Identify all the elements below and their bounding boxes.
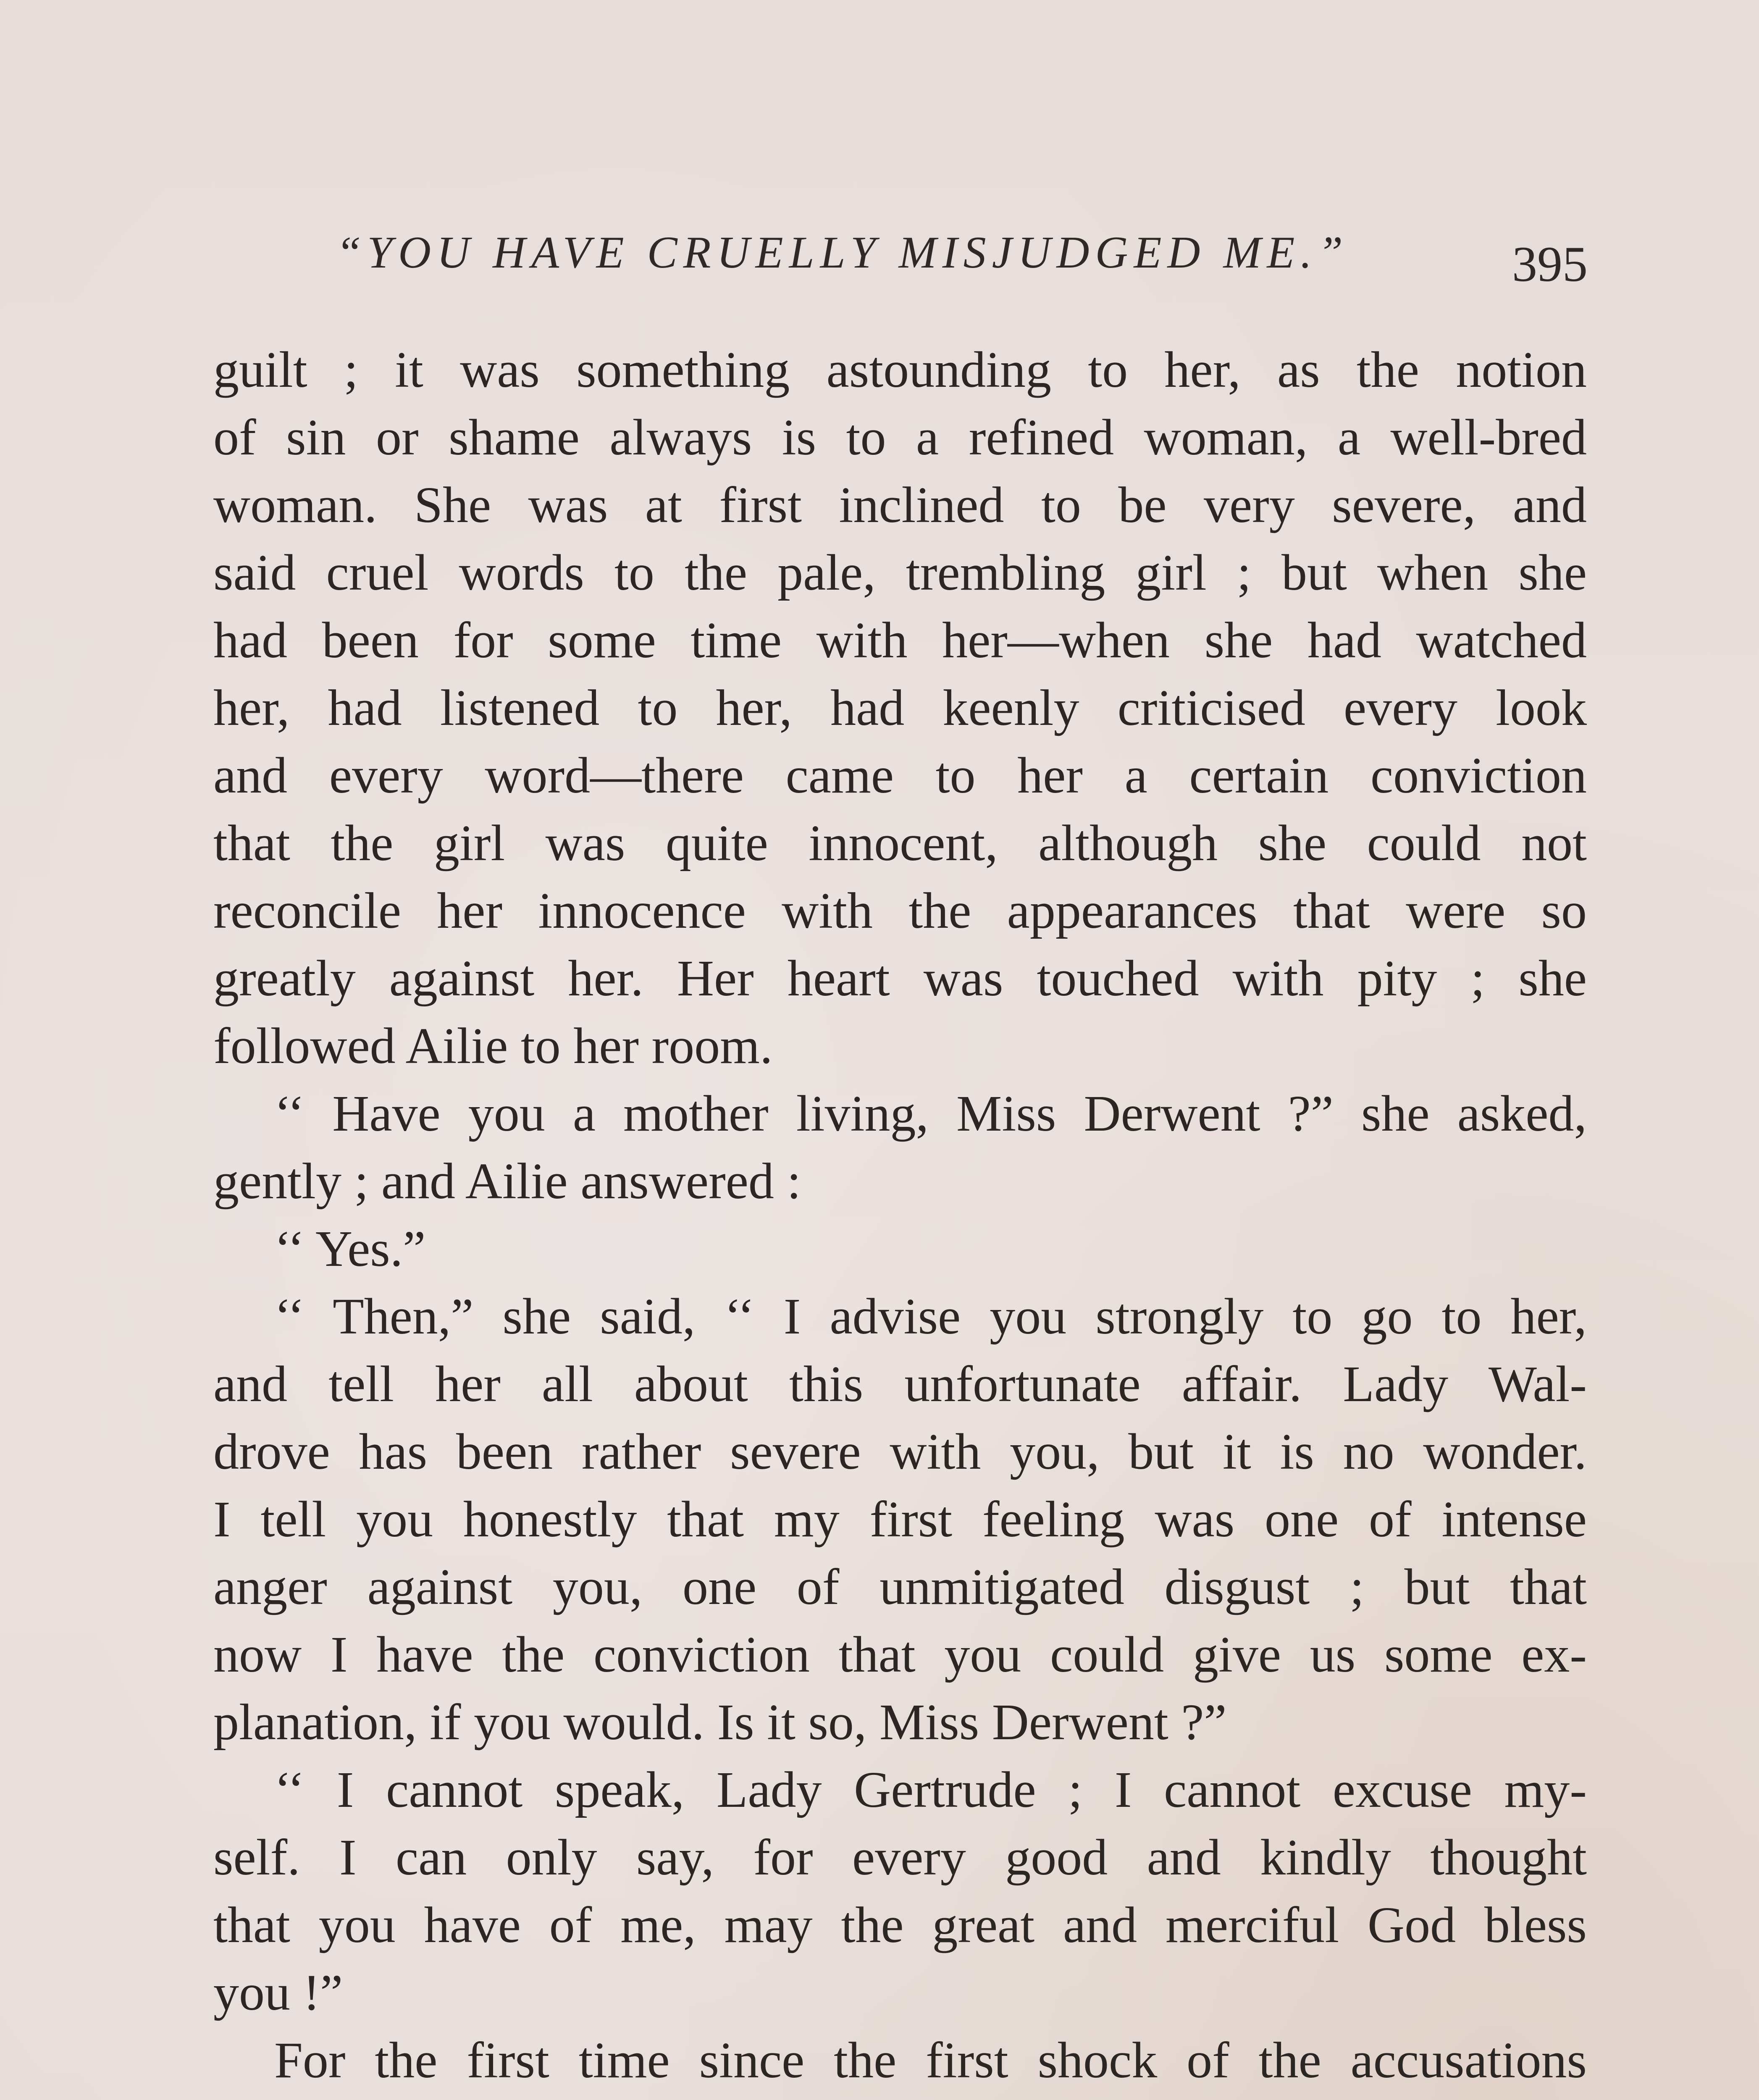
text-line: and every word—there came to her a certain conviction <box>213 747 1587 804</box>
text-line: of sin or shame always is to a refined woman, a well-bred <box>213 409 1587 466</box>
text-line: drove has been rather severe with you, but it is no wonder. <box>213 1423 1587 1480</box>
text-line: guilt ; it was something astounding to her, as the notion <box>213 341 1587 398</box>
text-line: followed Ailie to her room. <box>213 1018 773 1074</box>
text-line: her, had listened to her, had keenly criticised every look <box>213 680 1587 736</box>
text-line: gently ; and Ailie answered : <box>213 1153 801 1210</box>
text-line: ‘‘ Then,” she said, ‘‘ I advise you strongly to go to her, <box>274 1288 1587 1345</box>
text-line: ‘‘ Have you a mother living, Miss Derwent ?” she asked, <box>274 1085 1587 1142</box>
text-line: said cruel words to the pale, trembling girl ; but when she <box>213 544 1587 601</box>
text-line: had been for some time with her—when she had watched <box>213 612 1587 669</box>
text-line: and tell her all about this unfortunate affair. Lady Wal- <box>213 1356 1587 1412</box>
text-line: greatly against her. Her heart was touched with pity ; she <box>213 950 1587 1007</box>
text-line: woman. She was at first inclined to be very severe, and <box>213 477 1587 533</box>
page-number: 395 <box>1512 236 1588 292</box>
text-line: I tell you honestly that my first feeling was one of intense <box>213 1491 1587 1548</box>
text-line: ‘‘ Yes.” <box>274 1221 426 1277</box>
text-line: anger against you, one of unmitigated disgust ; but that <box>213 1559 1587 1615</box>
text-line: self. I can only say, for every good and kindly thought <box>213 1829 1587 1886</box>
page-header <box>336 218 1588 294</box>
text-line: planation, if you would. Is it so, Miss Derwent ?” <box>213 1694 1227 1751</box>
text-line: that you have of me, may the great and merciful God bless <box>213 1897 1587 1953</box>
text-line: reconcile her innocence with the appearances that were so <box>213 882 1587 939</box>
text-line <box>213 2094 1587 2100</box>
text-line: you !” <box>213 1964 343 2021</box>
text-line: now I have the conviction that you could give us some ex- <box>213 1626 1587 1683</box>
text-line: For the first time since the first shock of the accusations <box>274 2032 1587 2089</box>
running-title: “YOU HAVE CRUELLY MISJUDGED ME.” <box>336 228 1349 278</box>
body-text <box>213 336 1587 2100</box>
text-line: that the girl was quite innocent, although she could not <box>213 815 1587 872</box>
text-line: ‘‘ I cannot speak, Lady Gertrude ; I cannot excuse my- <box>274 1761 1587 1818</box>
